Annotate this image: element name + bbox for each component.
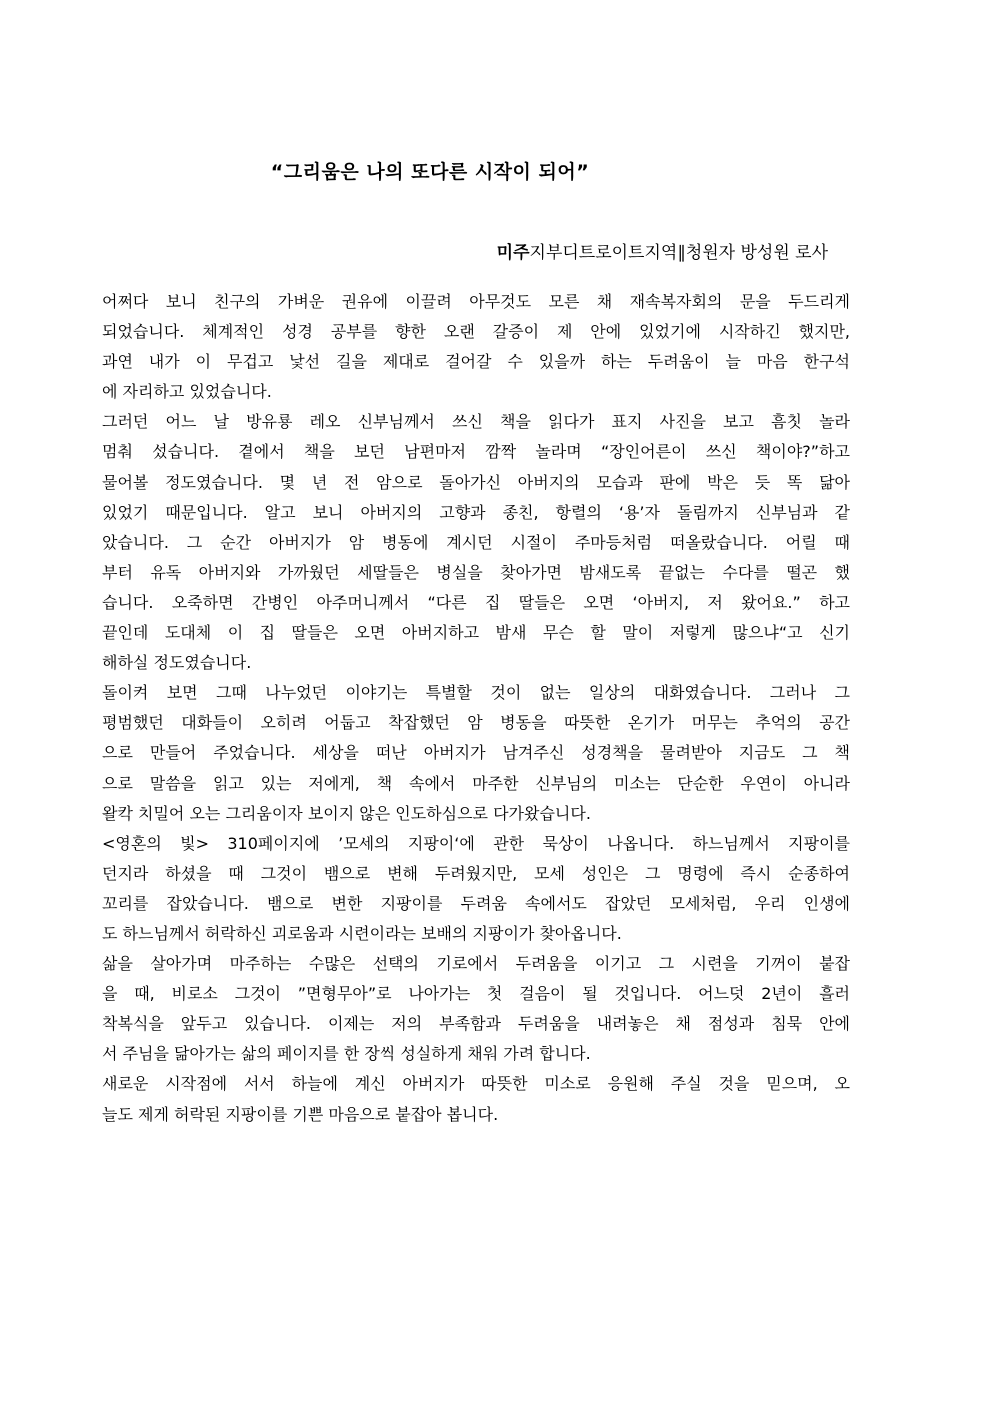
byline-author: 지부디트로이트지역∥청원자 방성원 로사 xyxy=(529,243,828,263)
byline-region: 미주 xyxy=(496,243,530,263)
paragraph xyxy=(102,678,850,828)
paragraph xyxy=(102,287,850,407)
text-line: 늘도 제게 허락된 지팡이를 기쁜 마음으로 붙잡아 봅니다. xyxy=(102,1104,499,1124)
author-byline xyxy=(497,237,828,269)
text-line: 착복식을 앞두고 있습니다. 이제는 저의 부족함과 두려움을 내려놓은 채 점성과 침묵 안에 xyxy=(102,1014,850,1034)
text-line: 습니다. 오죽하면 간병인 아주머니께서 “다른 집 딸들은 오면 ‘아버지, 저 왔어요.” 하고 xyxy=(102,592,850,612)
document-title: “그리움은 나의 또다른 시작이 되어” xyxy=(270,161,590,183)
text-line: 으로 말씀을 읽고 있는 저에게, 책 속에서 마주한 신부님의 미소는 단순한 우연이 아니라 xyxy=(102,773,850,793)
text-line: 어쩌다 보니 친구의 가벼운 권유에 이끌려 아무것도 모른 채 재속복자회의 문을 두드리게 xyxy=(102,292,850,311)
text-line: 평범했던 대화들이 오히려 어둡고 착잡했던 암 병동을 따뜻한 온기가 머무는 추억의 공간 xyxy=(102,713,850,733)
text-line: 삶을 살아가며 마주하는 수많은 선택의 기로에서 두려움을 이기고 그 시련을 기꺼이 붙잡 xyxy=(102,954,850,974)
text-line: 끝인데 도대체 이 집 딸들은 오면 아버지하고 밤새 무슨 할 말이 저렇게 많으냐“고 신기 xyxy=(102,623,850,643)
body-text xyxy=(102,287,850,1130)
text-line: 도 하느님께서 허락하신 괴로움과 시련이라는 보배의 지팡이가 찾아옵니다. xyxy=(102,923,622,943)
text-line: 을 때, 비로소 그것이 ”면형무아”로 나아가는 첫 걸음이 될 것입니다. 어느덧 2년이 흘러 xyxy=(102,984,850,1004)
paragraph xyxy=(102,829,850,949)
text-line: <영혼의 빛> 310페이지에 ’모세의 지팡이‘에 관한 묵상이 나옵니다. 하느님께서 지팡이를 xyxy=(102,833,850,853)
text-line: 던지라 하셨을 때 그것이 뱀으로 변해 두려웠지만, 모세 성인은 그 명령에 즉시 순종하여 xyxy=(102,863,850,883)
text-line: 새로운 시작점에 서서 하늘에 계신 아버지가 따뜻한 미소로 응원해 주실 것을 믿으며, 오 xyxy=(102,1074,850,1094)
text-line: 꼬리를 잡았습니다. 뱀으로 변한 지팡이를 두려움 속에서도 잡았던 모세처럼, 우리 인생에 xyxy=(102,893,850,913)
text-line: 그러던 어느 날 방유룡 레오 신부님께서 쓰신 책을 읽다가 표지 사진을 보고 흠칫 놀라 xyxy=(102,412,850,432)
paragraph xyxy=(102,949,850,1069)
text-line: 물어볼 정도였습니다. 몇 년 전 암으로 돌아가신 아버지의 모습과 판에 박은 듯 똑 닮아 xyxy=(102,472,850,492)
text-line: 왈칵 치밀어 오는 그리움이자 보이지 않은 인도하심으로 다가왔습니다. xyxy=(102,803,591,823)
text-line: 돌이켜 보면 그때 나누었던 이야기는 특별할 것이 없는 일상의 대화였습니다. 그러나 그 xyxy=(102,683,850,703)
text-line: 과연 내가 이 무겁고 낯선 길을 제대로 걸어갈 수 있을까 하는 두려움이 늘 마음 한구석 xyxy=(102,352,850,372)
paragraph xyxy=(102,1069,850,1129)
text-line: 서 주님을 닮아가는 삶의 페이지를 한 장씩 성실하게 채워 가려 합니다. xyxy=(102,1044,591,1064)
paragraph xyxy=(102,407,850,678)
text-line: 으로 만들어 주었습니다. 세상을 떠난 아버지가 남겨주신 성경책을 물려받아 지금도 그 책 xyxy=(102,743,850,763)
text-line: 되었습니다. 체계적인 성경 공부를 향한 오랜 갈증이 제 안에 있었기에 시작하긴 했지만, xyxy=(102,322,850,342)
text-line: 부터 유독 아버지와 가까웠던 세딸들은 병실을 찾아가면 밤새도록 끝없는 수다를 떨곤 했 xyxy=(102,562,850,582)
text-line: 에 자리하고 있었습니다. xyxy=(102,382,272,402)
text-line: 있었기 때문입니다. 알고 보니 아버지의 고향과 종친, 항렬의 ‘용’자 돌림까지 신부님과 같 xyxy=(102,502,850,522)
text-line: 멈춰 섰습니다. 곁에서 책을 보던 남편마저 깜짝 놀라며 “장인어른이 쓰신 책이야?”하고 xyxy=(102,442,850,462)
text-line: 해하실 정도였습니다. xyxy=(102,653,252,673)
text-line: 았습니다. 그 순간 아버지가 암 병동에 계시던 시절이 주마등처럼 떠올랐습니다. 어릴 때 xyxy=(102,532,850,552)
